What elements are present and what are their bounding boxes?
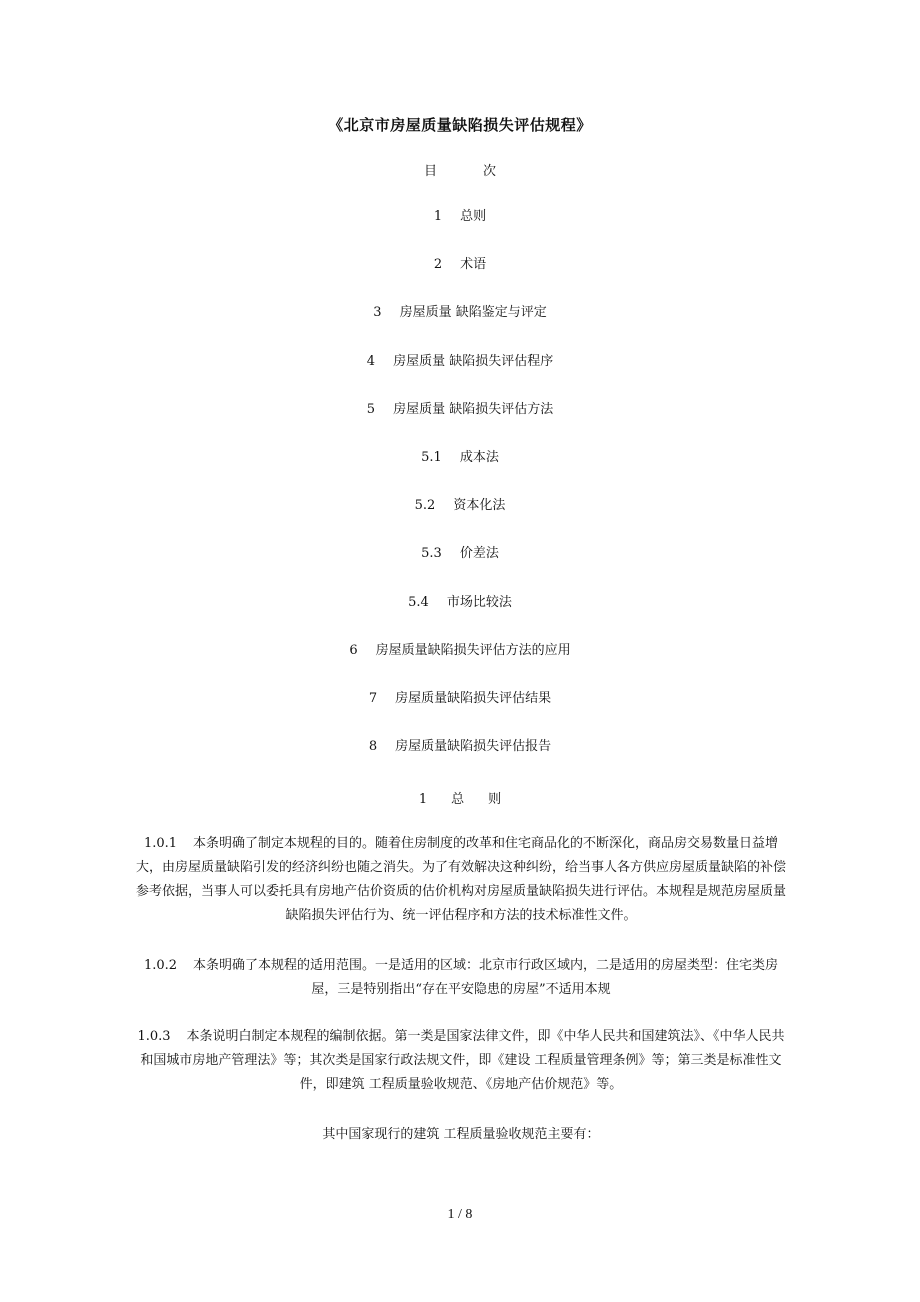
toc-item[interactable]: [0, 449, 920, 497]
toc-item-label: 房屋质量缺陷损失评估方法的应用: [375, 642, 571, 658]
toc-item[interactable]: [0, 256, 920, 304]
toc-heading: [0, 160, 920, 179]
chapter-heading: [0, 788, 920, 807]
clause-text: 本条明确了本规程的适用范围。一是适用的区域：北京市行政区域内，二是适用的房屋类型：住宅类房屋，三是特别指出“存在平安隐患的房屋”不适用本规: [193, 958, 779, 997]
toc-item-label: 资本化法: [453, 498, 506, 514]
toc-item-label: 房屋质量缺陷损失评估报告: [395, 739, 552, 755]
chapter-title-char-2: 则: [488, 792, 502, 807]
toc-item-number: 1: [433, 209, 443, 224]
toc-item-number: 5.4: [408, 594, 429, 610]
toc-item-label: 市场比较法: [446, 594, 512, 610]
toc-item-number: 5: [366, 401, 376, 417]
toc-item[interactable]: [0, 497, 920, 545]
toc-item-label: 房屋质量 缺陷损失评估程序: [393, 353, 554, 369]
toc-item-label: 房屋质量 缺陷鉴定与评定: [399, 305, 547, 321]
clause-paragraph: [136, 832, 786, 928]
toc-item[interactable]: [0, 353, 920, 401]
clause-number: 1.0.1: [143, 836, 178, 851]
toc-item-label: 房屋质量缺陷损失评估结果: [395, 690, 552, 706]
toc-item-number: 3: [373, 305, 382, 321]
toc-item-number: 4: [366, 353, 376, 369]
toc-item-label: 总则: [460, 209, 487, 224]
clause-number: 1.0.3: [137, 1029, 171, 1044]
toc-item-number: 2: [433, 257, 443, 273]
toc-item-label: 成本法: [459, 449, 499, 465]
toc-item[interactable]: [0, 738, 920, 786]
body-paragraph: [136, 1123, 786, 1147]
toc-item-number: 8: [368, 739, 378, 755]
chapter-number: 1: [418, 792, 428, 807]
toc-item-number: 7: [368, 690, 378, 706]
toc-item-number: 5.2: [414, 498, 436, 514]
document-title: 《北京市房屋质量缺陷损失评估规程》: [328, 116, 592, 134]
toc-item-label: 价差法: [459, 546, 499, 562]
toc-item-label: 术语: [460, 257, 487, 273]
toc-heading-char-1: 目: [423, 164, 437, 179]
toc-item-number: 6: [349, 642, 358, 658]
clause-text: 本条明确了制定本规程的目的。随着住房制度的改革和住宅商品化的不断深化，商品房交易数量日益增大，由房屋质量缺陷引发的经济纠纷也随之消失。为了有效解决这种纠纷，给当事人各方供应房屋质量缺陷的补偿参考依据，当事人可以委托具有房地产估价资质的估价机构对房屋质量缺陷损失进行评估。本规程是规范房屋质量缺陷损失评估行为、统一评估程序和方法的技术标准性文件。: [136, 836, 787, 923]
toc-item[interactable]: [0, 545, 920, 593]
paragraph-text: 其中国家现行的建筑 工程质量验收规范主要有：: [322, 1127, 600, 1142]
page-number: 1 / 8: [447, 1207, 473, 1222]
toc-item[interactable]: [0, 401, 920, 449]
toc-item[interactable]: [0, 642, 920, 690]
toc-item[interactable]: [0, 304, 920, 352]
chapter-title-char-1: 总: [451, 792, 465, 807]
table-of-contents: [0, 208, 920, 786]
toc-heading-char-2: 次: [483, 164, 497, 179]
toc-item-label: 房屋质量 缺陷损失评估方法: [393, 401, 554, 417]
toc-item-number: 5.3: [421, 546, 442, 562]
toc-item[interactable]: [0, 690, 920, 738]
clause-number: 1.0.2: [143, 958, 178, 973]
clause-text: 本条说明白制定本规程的编制依据。第一类是国家法律文件，即《中华人民共和国建筑法》、《中华人民共和国城市房地产管理法》等；其次类是国家行政法规文件，即《建设 工程质量管理条例》等；第三类是标准性文件，即建筑 工程质量验收规范、《房地产估价规范》等。: [140, 1029, 785, 1092]
toc-item[interactable]: [0, 208, 920, 256]
clause-paragraph: [136, 1025, 786, 1097]
clause-paragraph: [136, 954, 786, 1002]
toc-item-number: 5.1: [421, 449, 442, 465]
toc-item[interactable]: [0, 594, 920, 642]
